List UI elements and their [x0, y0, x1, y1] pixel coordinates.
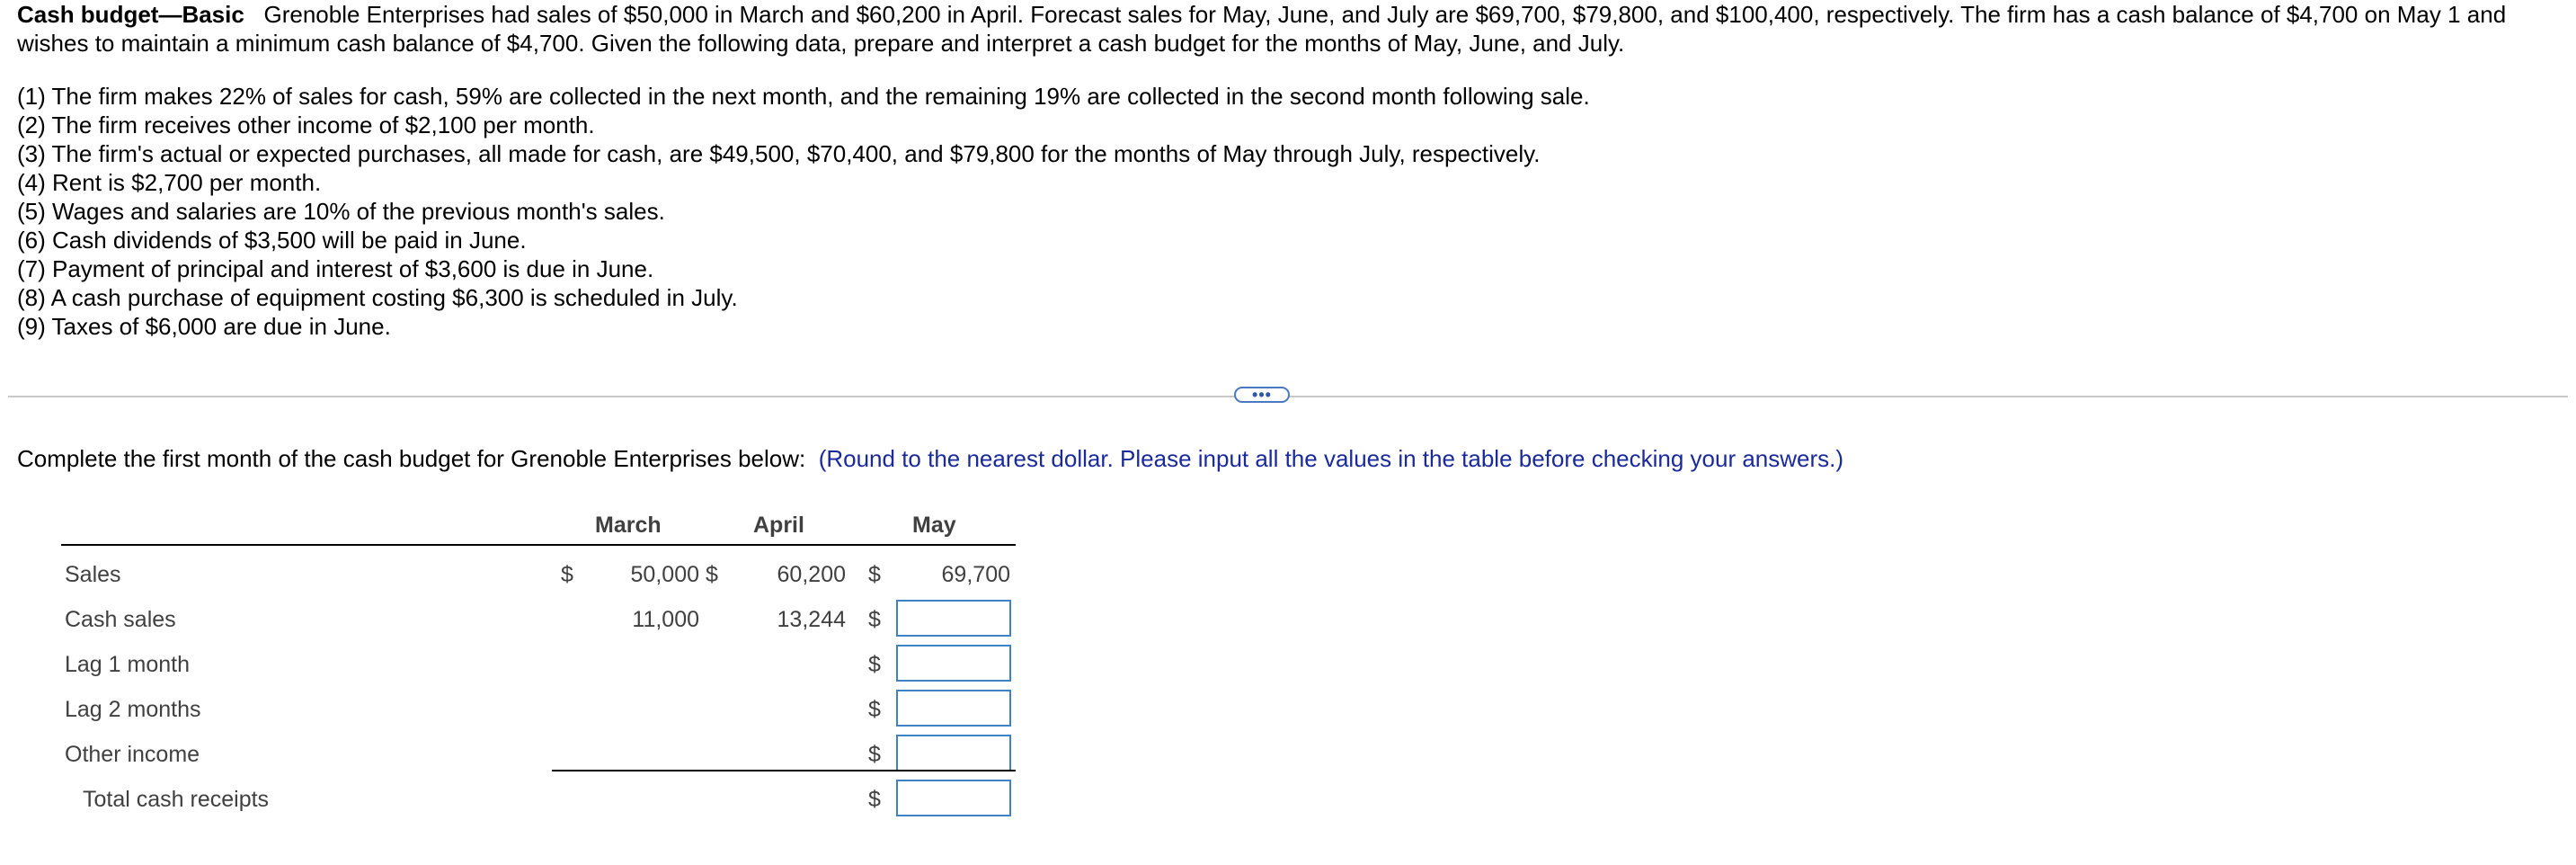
currency-sign: $: [868, 742, 881, 767]
problem-text-2: wishes to maintain a minimum cash balance of $4,700. Given the following data, prepare and interpret a cash budget for the months of May, June, and July.: [17, 30, 1625, 57]
condition-item: (1) The firm makes 22% of sales for cash, 59% are collected in the next month, and the remaining 19% are collected in the second month following sale.: [17, 83, 1590, 110]
condition-item: (7) Payment of principal and interest of $3,600 is due in June.: [17, 255, 654, 282]
row-label: Sales: [65, 562, 121, 587]
currency-sign: $: [868, 607, 881, 632]
sales-may: 69,700: [941, 562, 1010, 587]
table-row-total: [61, 775, 1016, 820]
row-label: Other income: [65, 742, 200, 767]
currency-sign: $: [868, 787, 881, 812]
conditions-list: [17, 82, 1590, 341]
total-receipts-may-input[interactable]: [896, 780, 1011, 816]
sales-march: 50,000: [630, 562, 699, 587]
sales-april: 60,200: [777, 562, 846, 587]
row-label: Cash sales: [65, 607, 176, 632]
condition-item: (3) The firm's actual or expected purchases, all made for cash, are $49,500, $70,400, and $79,800 for the months of May through July, respectively.: [17, 140, 1541, 167]
condition-item: (9) Taxes of $6,000 are due in June.: [17, 313, 391, 340]
currency-sign: $: [868, 697, 881, 722]
currency-sign: $: [868, 652, 881, 677]
table-row-cash-sales: [61, 595, 1016, 640]
lag2-may-input[interactable]: [896, 690, 1011, 727]
cash-sales-april: 13,244: [777, 607, 846, 632]
lag1-may-input[interactable]: [896, 645, 1011, 682]
table-row-sales: [61, 550, 1016, 595]
total-rule: [552, 770, 1016, 771]
table-row-lag2: [61, 685, 1016, 730]
expand-more-button[interactable]: •••: [1234, 387, 1290, 403]
condition-item: (2) The firm receives other income of $2,100 per month.: [17, 111, 595, 138]
currency-sign: $: [868, 562, 881, 587]
other-income-may-input[interactable]: [896, 735, 1011, 771]
header-may: May: [912, 513, 956, 538]
condition-item: (5) Wages and salaries are 10% of the previous month's sales.: [17, 198, 665, 225]
problem-statement: [17, 0, 2534, 58]
problem-title: Cash budget—Basic: [17, 1, 244, 28]
instruction: [17, 444, 1843, 473]
table-row-lag1: [61, 640, 1016, 685]
currency-sign: $: [706, 562, 718, 587]
problem-line-1: [17, 0, 2534, 29]
row-label: Lag 1 month: [65, 652, 190, 677]
table-row-other-income: [61, 730, 1016, 775]
condition-item: (8) A cash purchase of equipment costing $6,300 is scheduled in July.: [17, 284, 738, 311]
header-rule: [61, 544, 1016, 546]
cash-sales-may-input[interactable]: [896, 600, 1011, 637]
currency-sign: $: [561, 562, 573, 587]
row-label: Total cash receipts: [83, 787, 270, 812]
header-march: March: [595, 513, 662, 538]
condition-item: (6) Cash dividends of $3,500 will be paid in June.: [17, 227, 527, 254]
row-label: Lag 2 months: [65, 697, 201, 722]
header-april: April: [753, 513, 804, 538]
instruction-note: (Round to the nearest dollar. Please input all the values in the table before checking your answers.): [818, 445, 1844, 472]
instruction-text: Complete the first month of the cash budget for Grenoble Enterprises below:: [17, 445, 806, 472]
cash-budget-table: [61, 505, 1016, 820]
cash-sales-march: 11,000: [632, 607, 699, 632]
problem-text-1: Grenoble Enterprises had sales of $50,000 in March and $60,200 in April. Forecast sales for May, June, and July are $69,700, $79,800, and $100,400, respectively. The firm has a cash balance of $4,700 on May 1 and: [263, 1, 2507, 28]
condition-item: (4) Rent is $2,700 per month.: [17, 169, 322, 196]
